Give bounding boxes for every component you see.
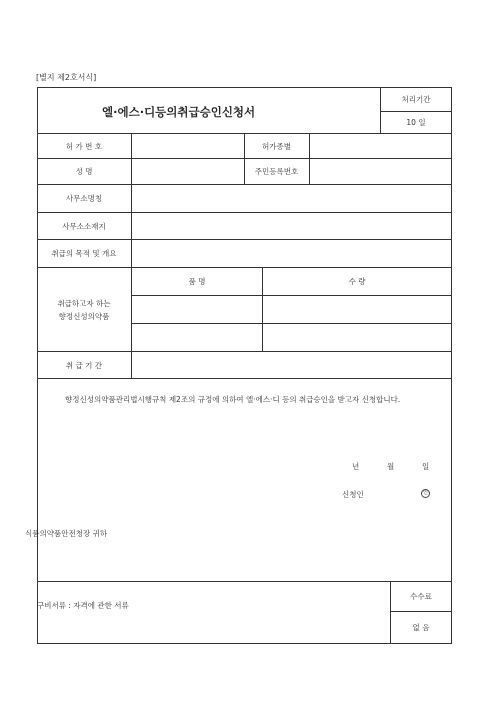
- processing-period-label: 처리기간: [401, 94, 431, 104]
- item-name-header: 품 명: [188, 277, 206, 286]
- period-field[interactable]: [132, 352, 451, 378]
- date-year: 년: [352, 462, 360, 471]
- item-name-field[interactable]: [132, 324, 262, 351]
- office-address-field[interactable]: [132, 213, 451, 239]
- name-label: 성 명: [75, 167, 93, 176]
- processing-period-value: 10 일: [406, 118, 426, 127]
- drug-label-line2: 향정신성의약품: [58, 311, 110, 321]
- form-title: 엘·에스·디등의취급승인신청서: [102, 105, 256, 119]
- fee-label: 수수료: [410, 592, 432, 601]
- fee-value: 없 음: [412, 623, 430, 632]
- permit-type-label: 허가종별: [262, 141, 291, 151]
- divider: [37, 378, 452, 379]
- attachments: 구비서류 : 자격에 관한 서류: [37, 601, 129, 610]
- permit-number-field[interactable]: [132, 134, 244, 158]
- quantity-header: 수 량: [348, 277, 366, 286]
- recipient: 식품의약품안전청장 귀하: [25, 529, 108, 538]
- item-name-field[interactable]: [132, 296, 262, 323]
- name-field[interactable]: [132, 159, 244, 184]
- resident-number-field[interactable]: [310, 159, 451, 184]
- date-day: 일: [422, 462, 430, 471]
- office-name-label: 사무소명칭: [65, 194, 103, 203]
- application-statement: 향정신성의약품관리법시행규칙 제2조의 규정에 의하여 엘·에스·디 등의 취급승인을 받고자 신청합니다.: [65, 395, 401, 404]
- border-right: [451, 87, 452, 644]
- form-number: [별지 제2호서식]: [36, 73, 97, 82]
- application-form: [25, 87, 452, 644]
- seal-icon: 인: [421, 489, 430, 498]
- permit-type-field[interactable]: [310, 134, 451, 158]
- purpose-field[interactable]: [132, 240, 451, 267]
- date-month: 월: [387, 462, 395, 471]
- quantity-field[interactable]: [263, 296, 451, 323]
- purpose-label: 취급의 목적 및 개요: [51, 249, 117, 258]
- office-name-field[interactable]: [132, 185, 451, 212]
- office-address-label: 사무소소재지: [62, 221, 106, 231]
- quantity-field[interactable]: [263, 324, 451, 351]
- drug-label: [37, 268, 131, 351]
- resident-number-label: 주민등록번호: [254, 167, 299, 176]
- period-label: 취 급 기 간: [65, 360, 103, 370]
- permit-number-label: 허 가 번 호: [65, 141, 103, 151]
- applicant-label: 신청인: [342, 490, 364, 499]
- drug-label-line1: 취급하고자 하는: [57, 298, 111, 308]
